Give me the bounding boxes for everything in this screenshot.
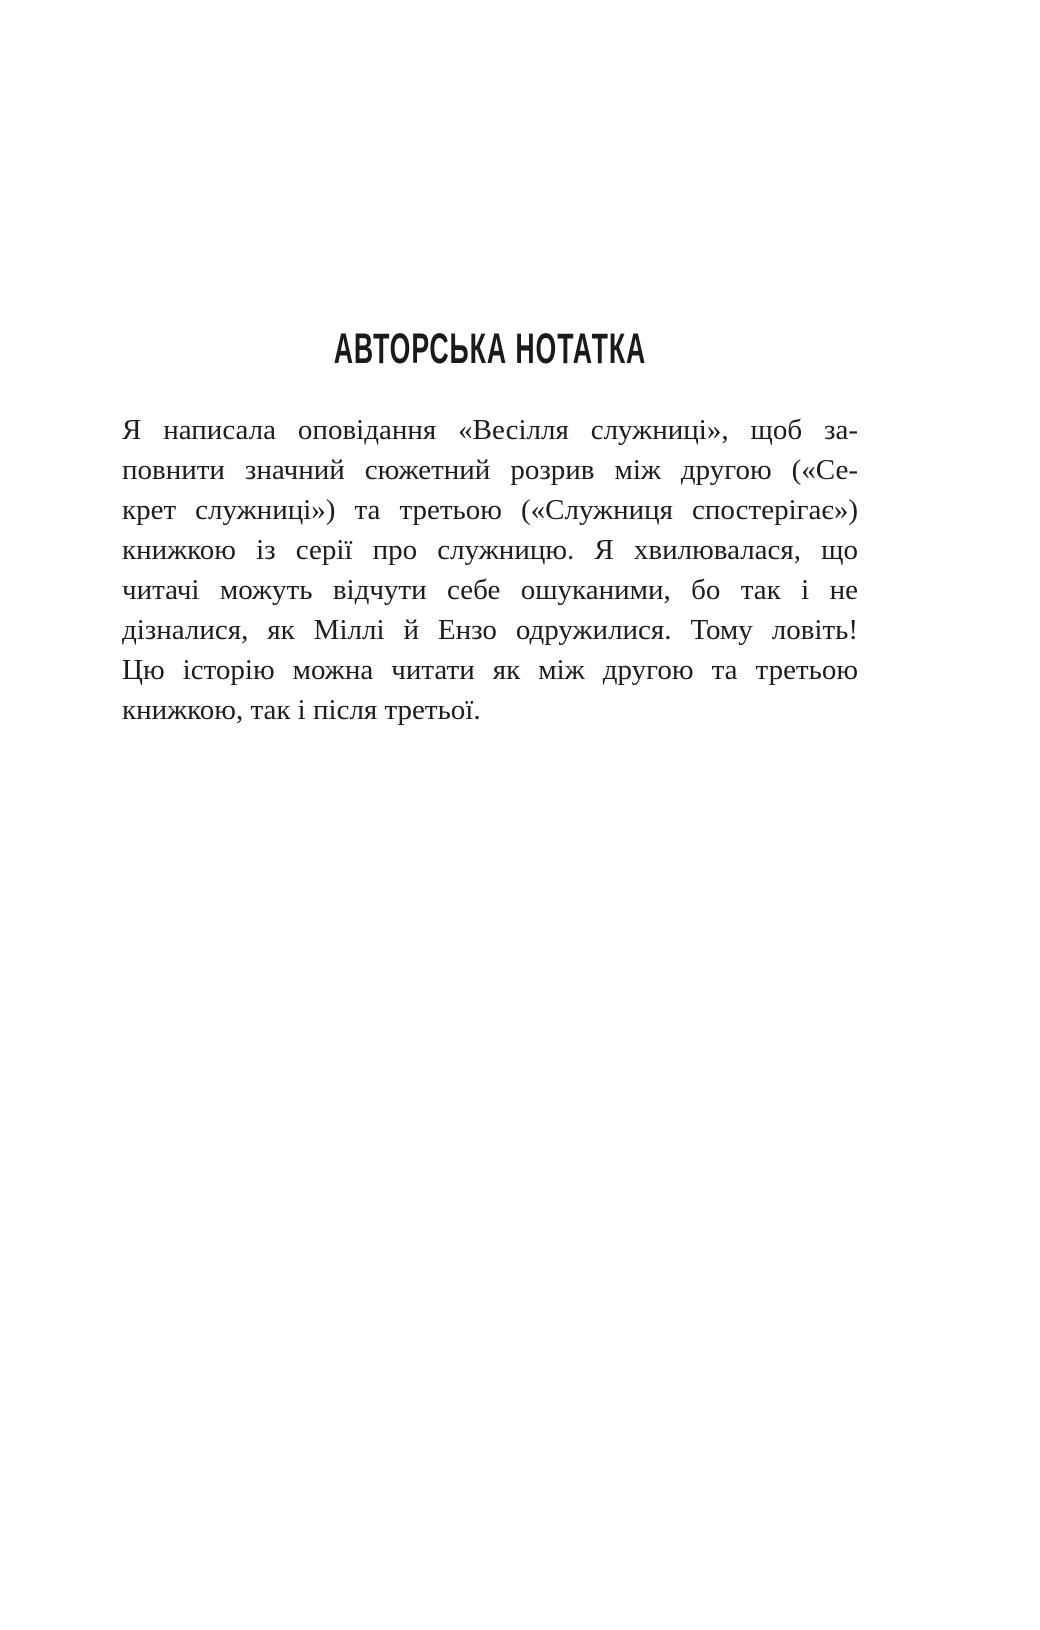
- text-line: повнити значний сюжетний розрив між другою («Се-: [122, 454, 858, 486]
- text-line: книжкою, так і після третьої.: [122, 694, 481, 726]
- text-line: книжкою із серії про служницю. Я хвилювалася, що: [122, 534, 858, 566]
- text-line: крет служниці») та третьою («Служниця спостерігає»): [122, 494, 858, 526]
- author-note-heading: [122, 326, 858, 372]
- text-line: читачі можуть відчути себе ошуканими, бо так і не: [122, 574, 858, 606]
- author-note-paragraph: [122, 410, 858, 730]
- text-line: дізналися, як Міллі й Ензо одружилися. Тому ловіть!: [122, 614, 858, 646]
- author-note-heading-text: АВТОРСЬКА НОТАТКА: [333, 325, 647, 373]
- text-line: Я написала оповідання «Весілля служниці», щоб за-: [122, 414, 858, 446]
- text-line: Цю історію можна читати як між другою та третьою: [122, 654, 858, 686]
